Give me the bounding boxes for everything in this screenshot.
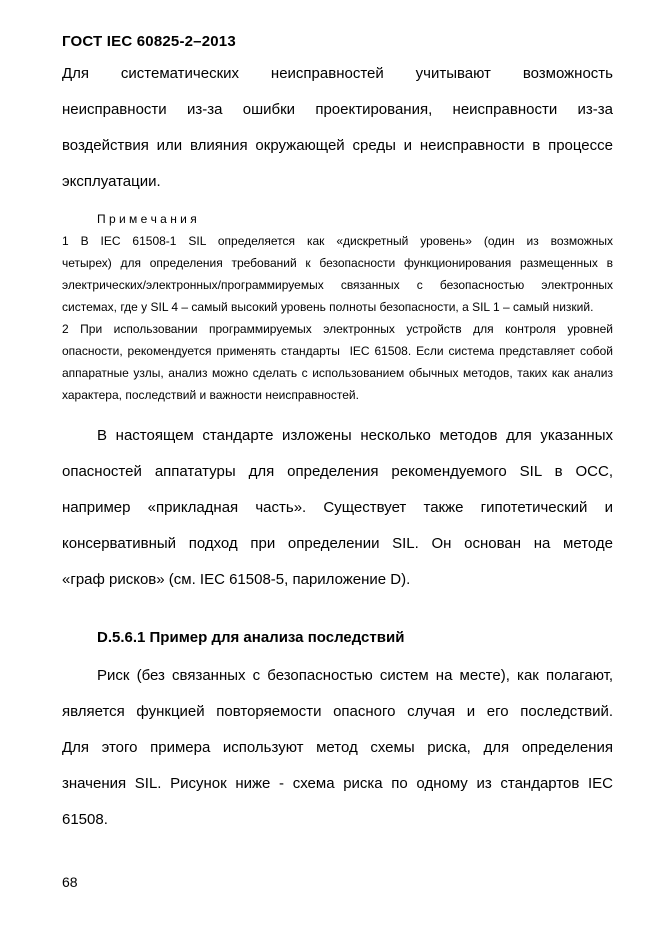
page-content xyxy=(62,0,613,838)
note-line: системах, где у SIL 4 – самый высокий уровень полноты безопасности, а SIL 1 – самый низкий. xyxy=(62,300,594,314)
paragraph-line: «граф рисков» (см. IEC 61508-5, париложение D). xyxy=(62,571,411,588)
paragraph-line: значения SIL. Рисунок ниже - схема риска по одному из стандартов IEC xyxy=(62,775,613,792)
note-line: характера, последствий и важности неисправностей. xyxy=(62,388,359,402)
paragraph-line: Риск (без связанных с безопасностью систем на месте), как полагают, xyxy=(97,667,613,684)
paragraph-line: например «прикладная часть». Существует также гипотетический и xyxy=(62,499,613,516)
paragraph-line: Для систематических неисправностей учитывают возможность xyxy=(62,65,613,82)
note-line: опасности, рекомендуется применять стандарты IEC 61508. Если система представляет собой xyxy=(62,344,613,358)
note-line: 1 В IEC 61508-1 SIL определяется как «дискретный уровень» (один из возможных xyxy=(62,234,613,248)
paragraph-risk-example xyxy=(62,658,613,838)
paragraph-line: 61508. xyxy=(62,811,108,828)
paragraph-line: Для этого примера используют метод схемы риска, для определения xyxy=(62,739,613,756)
paragraph-line: В настоящем стандарте изложены несколько методов для указанных xyxy=(97,427,613,444)
paragraph-line: консервативный подход при определении SIL. Он основан на методе xyxy=(62,535,613,552)
paragraph-sil-methods xyxy=(62,418,613,598)
note-line: аппаратные узлы, анализ можно сделать с использованием обычных методов, таких как анализ xyxy=(62,366,613,380)
note-line: электрических/электронных/программируемых связанных с безопасностью электронных xyxy=(62,278,613,292)
paragraph-line: является функцией повторяемости опасного случая и его последствий. xyxy=(62,703,613,720)
section-heading-d561: D.5.6.1 Пример для анализа последствий xyxy=(97,629,405,646)
paragraph-line: неисправности из-за ошибки проектирования, неисправности из-за xyxy=(62,101,613,118)
document-header: ГОСТ IEC 60825-2–2013 xyxy=(62,33,236,50)
paragraph-line: воздействия или влияния окружающей среды и неисправности в процессе xyxy=(62,137,613,154)
paragraph-line: опасностей аппататуры для определения рекомендуемого SIL в ОСС, xyxy=(62,463,613,480)
notes-section xyxy=(62,208,613,406)
note-1 xyxy=(62,230,613,318)
paragraph-line: эксплуатации. xyxy=(62,173,161,190)
note-2 xyxy=(62,318,613,406)
note-line: 2 При использовании программируемых электронных устройств для контроля уровней xyxy=(62,322,613,336)
page-number: 68 xyxy=(62,874,78,890)
paragraph-systematic-faults xyxy=(62,56,613,200)
notes-label: П р и м е ч а н и я xyxy=(97,212,197,226)
note-line: четырех) для определения требований к безопасности функционирования размещенных в xyxy=(62,256,613,270)
